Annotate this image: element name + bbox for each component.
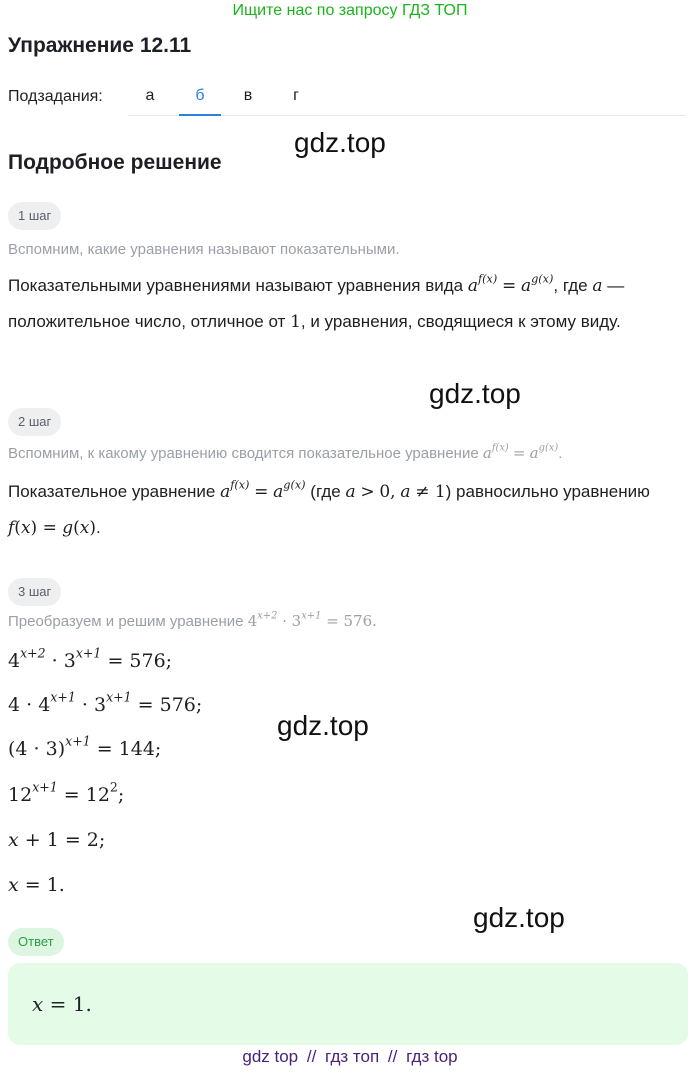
footer-separator: // (387, 1047, 398, 1066)
answer-box (8, 963, 688, 1045)
footer-links (0, 1047, 700, 1067)
tab-g[interactable]: г (293, 87, 299, 104)
answer-value: x = 1. (32, 992, 92, 1016)
step-hint: Вспомним, к какому уравнению сводится показательное уравнение $a^{f(x)} = a^{g(x)}$. (8, 442, 563, 462)
watermark: gdz.top (294, 127, 386, 158)
step-badge: 1 шаг (8, 202, 61, 230)
step-badge: 3 шаг (8, 578, 61, 606)
search-banner: Ищите нас по запросу ГДЗ ТОП (232, 2, 468, 19)
page-title: Упражнение 12.11 (8, 34, 192, 57)
subtasks-label: Подзадания: (8, 88, 103, 105)
step-badge: 2 шаг (8, 408, 61, 436)
solution-title: Подробное решение (8, 151, 222, 174)
watermark: gdz.top (429, 378, 521, 409)
step-text: Показательное уравнение $a^{f(x)} = a^{g(x)}$ (где a > 0, a ≠ 1) равносильно уравнению f(x) = g(x). (8, 478, 650, 538)
equation-line: $4 \cdot 4^{x+1} \cdot 3^{x+1} = 576$; (8, 689, 203, 716)
footer-link-gdz-top-mixed[interactable]: гдз top (406, 1047, 458, 1066)
watermark: gdz.top (277, 710, 369, 741)
footer-separator: // (306, 1047, 317, 1066)
footer-link-gdz-top[interactable]: gdz top (242, 1047, 299, 1066)
equation-line: x + 1 = 2; (8, 829, 106, 851)
equation-line: $12^{x+1} = 12^2$; (8, 779, 125, 806)
tab-v[interactable]: в (243, 87, 253, 104)
watermark: gdz.top (473, 902, 565, 933)
footer-link-gdz-top-ru[interactable]: гдз топ (325, 1047, 380, 1066)
step-hint: Преобразуем и решим уравнение $4^{x+2} \cdot 3^{x+1} = 576$. (8, 610, 377, 630)
equation-line: x = 1. (8, 874, 65, 896)
answer-badge: Ответ (8, 928, 64, 956)
tab-a[interactable]: а (145, 87, 155, 104)
step-text: Показательными уравнениями называют уравнения вида $a^{f(x)} = a^{g(x)}$, где a — положительное число, отличное от 1, и уравнения, сводящиеся к этому виду. (8, 272, 625, 332)
equation-line: $4^{x+2} \cdot 3^{x+1} = 576$; (8, 645, 173, 672)
equation-line: $(4 \cdot 3)^{x+1} = 144$; (8, 733, 162, 760)
tab-b[interactable]: б (179, 87, 221, 116)
step-hint: Вспомним, какие уравнения называют показательными. (8, 241, 400, 258)
